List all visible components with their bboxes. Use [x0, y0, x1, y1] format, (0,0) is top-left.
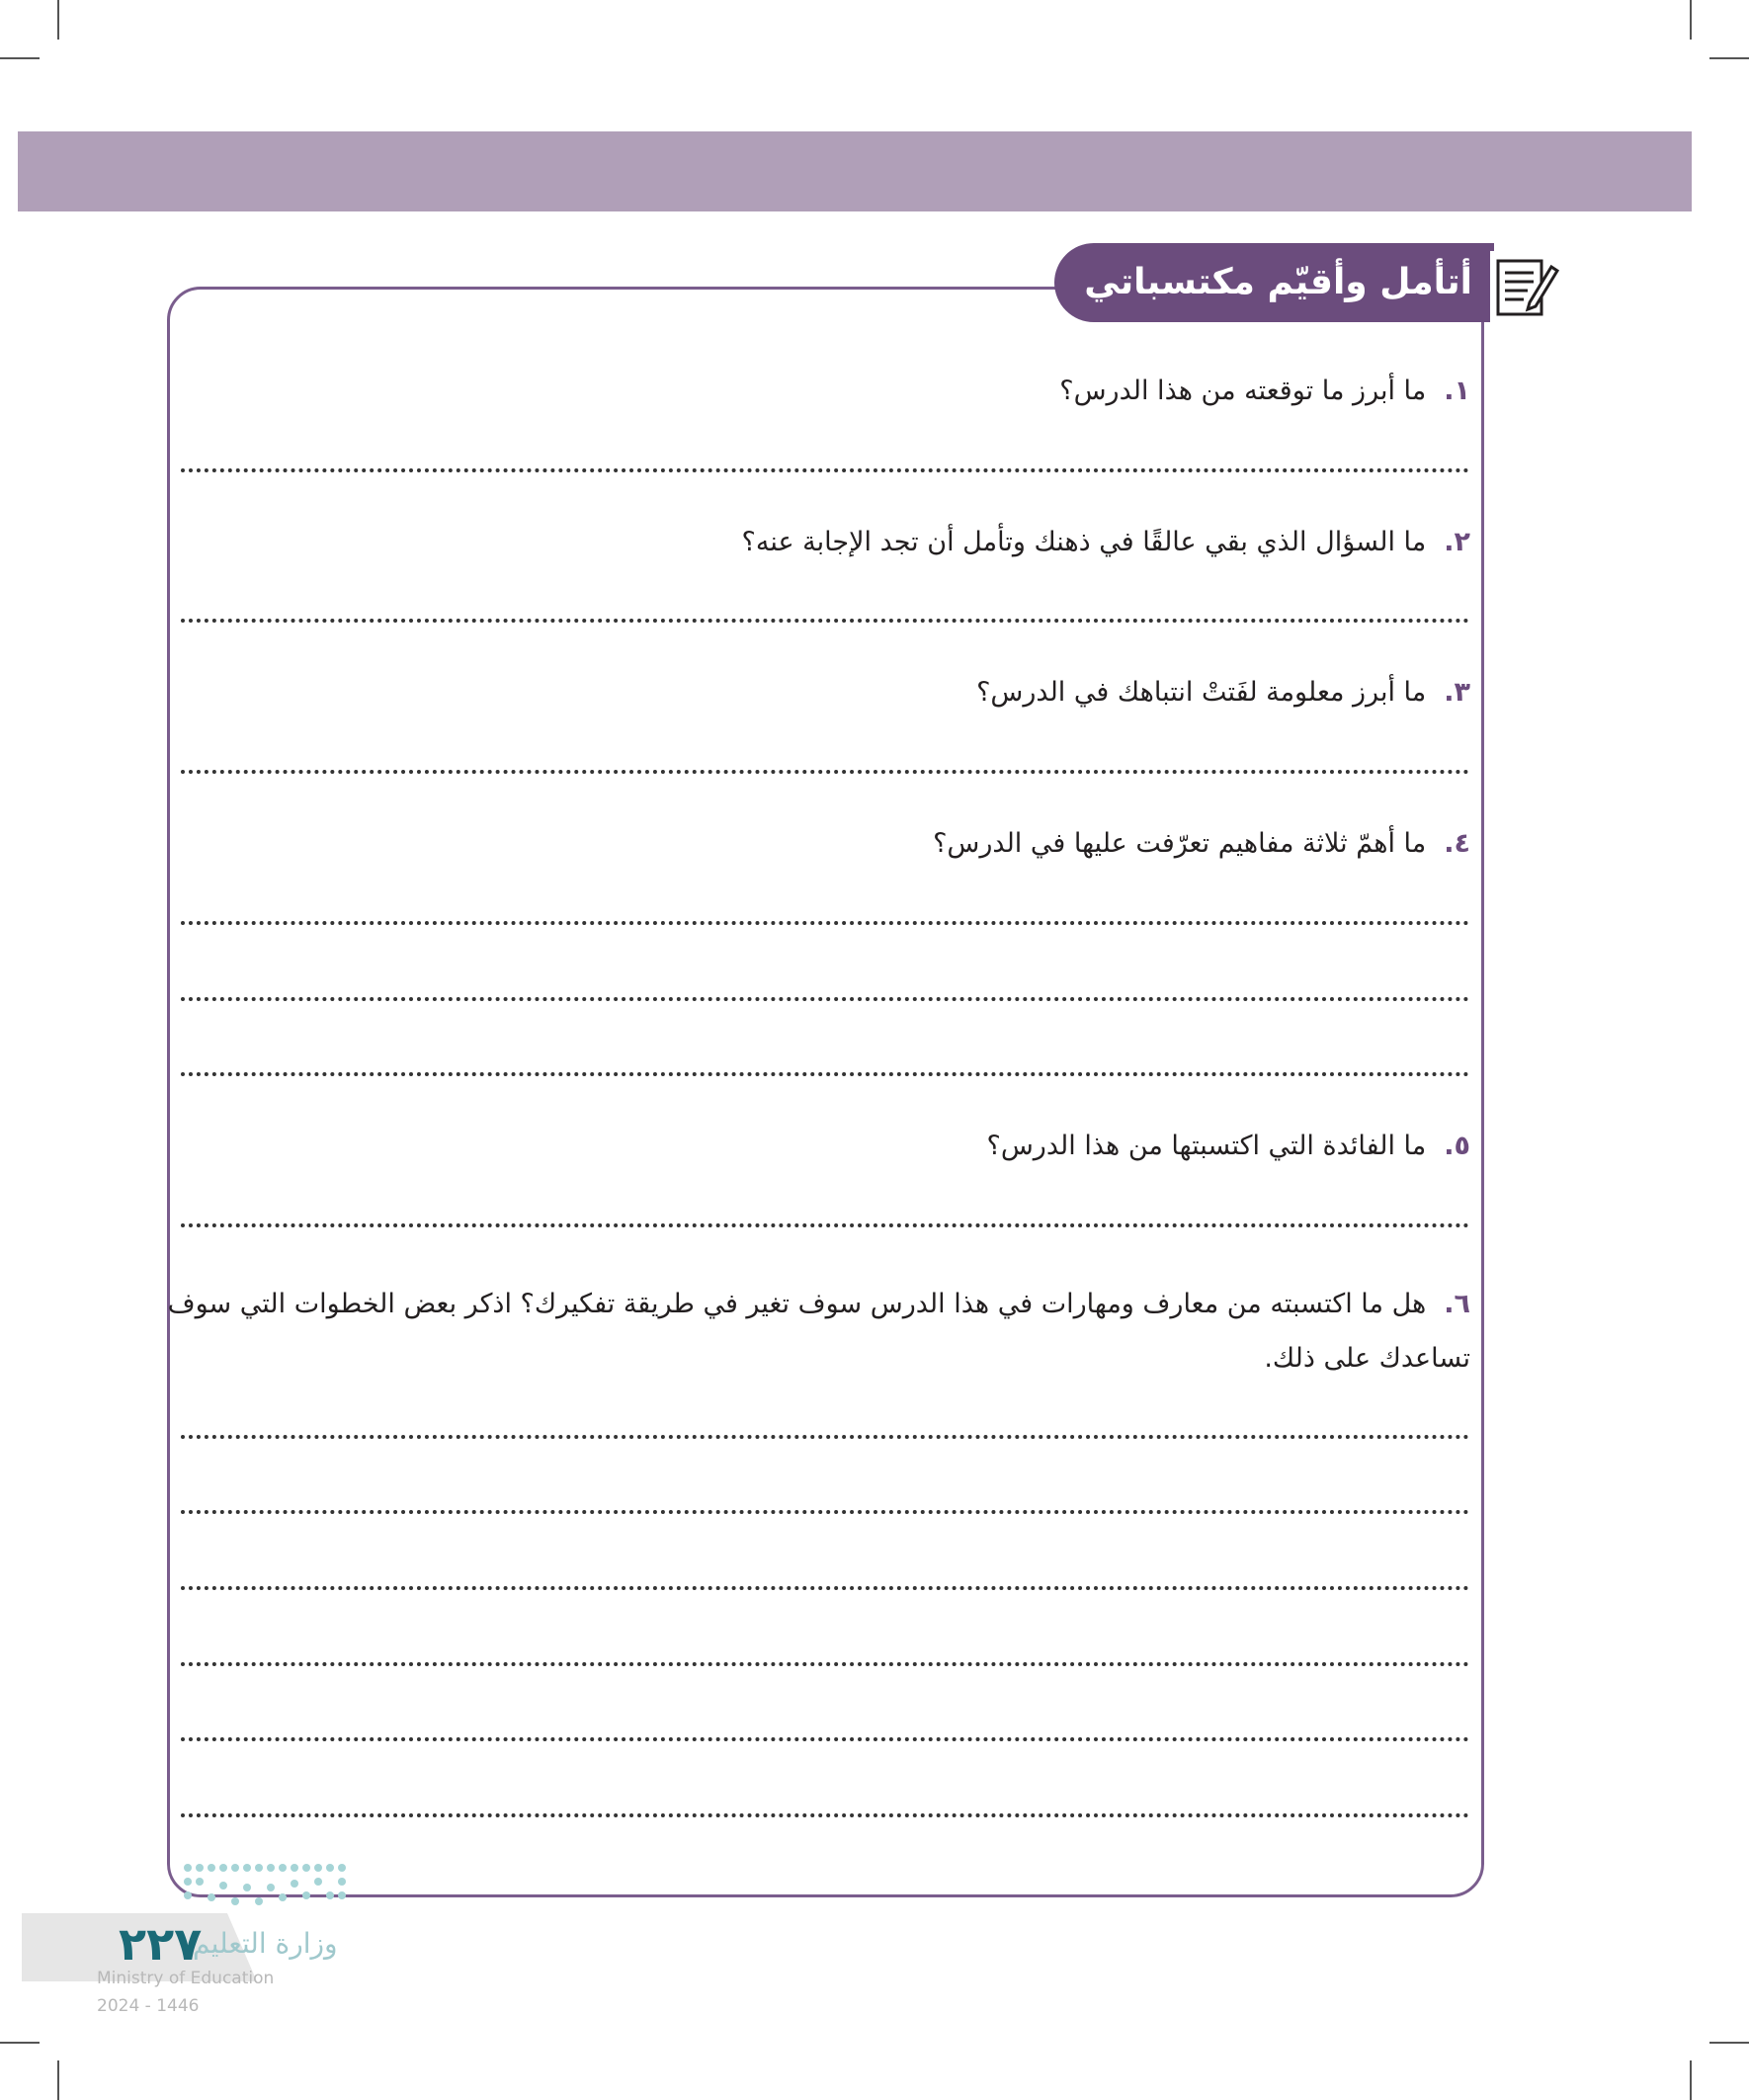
question-number: ٢. [1444, 527, 1470, 557]
answer-line[interactable] [181, 1223, 1469, 1227]
answer-line[interactable] [181, 997, 1469, 1001]
question-number: ٤. [1444, 828, 1470, 859]
question-text: ما أبرز معلومة لفَتتْ انتباهك في الدرس؟ [976, 677, 1427, 708]
header-band [18, 131, 1692, 211]
answer-line[interactable] [181, 1510, 1469, 1514]
section-title: أتأمل وأقيّم مكتسباتي [1084, 262, 1472, 302]
page-number: ٢٢٧ [119, 1917, 203, 1971]
answer-line[interactable] [181, 1813, 1469, 1817]
ministry-name-ar: وزارة التعليم [193, 1927, 338, 1960]
crop-mark [1690, 2060, 1692, 2100]
crop-mark [0, 57, 40, 59]
crop-mark [1709, 2042, 1749, 2044]
crop-mark [57, 0, 59, 40]
question-4 [933, 816, 1470, 871]
answer-line[interactable] [181, 619, 1469, 623]
answer-line[interactable] [181, 770, 1469, 774]
crop-mark [57, 2060, 59, 2100]
question-3 [976, 665, 1470, 719]
notepad-pencil-icon [1490, 251, 1561, 322]
question-text: ما أبرز ما توقعته من هذا الدرس؟ [1059, 376, 1427, 406]
question-6 [161, 1277, 1470, 1386]
question-text: ما السؤال الذي بقي عالقًا في ذهنك وتأمل أن تجد الإجابة عنه؟ [741, 527, 1427, 557]
ministry-name-en: Ministry of Education [97, 1969, 275, 1988]
question-number: ٥. [1444, 1131, 1470, 1161]
answer-line[interactable] [181, 1662, 1469, 1666]
question-2 [742, 515, 1470, 569]
answer-line[interactable] [181, 1586, 1469, 1590]
answer-line[interactable] [181, 1072, 1469, 1076]
question-number: ١. [1444, 376, 1470, 406]
question-5 [987, 1119, 1470, 1173]
question-number: ٣. [1444, 677, 1470, 708]
crop-mark [1709, 57, 1749, 59]
crop-mark [0, 2042, 40, 2044]
edition-year: 2024 - 1446 [97, 1996, 200, 2016]
answer-line[interactable] [181, 1435, 1469, 1439]
crop-mark [1690, 0, 1692, 40]
question-text: هل ما اكتسبته من معارف ومهارات في هذا الدرس سوف تغير في طريقة تفكيرك؟ اذكر بعض الخطوات التي سوف تساعدك على ذلك. [167, 1289, 1470, 1374]
question-text: ما الفائدة التي اكتسبتها من هذا الدرس؟ [986, 1131, 1427, 1161]
question-1 [1059, 364, 1470, 418]
answer-line[interactable] [181, 921, 1469, 925]
answer-line[interactable] [181, 1737, 1469, 1741]
question-text: ما أهمّ ثلاثة مفاهيم تعرّفت عليها في الدرس؟ [933, 828, 1427, 859]
question-number: ٦. [1444, 1289, 1470, 1319]
answer-line[interactable] [181, 468, 1469, 472]
